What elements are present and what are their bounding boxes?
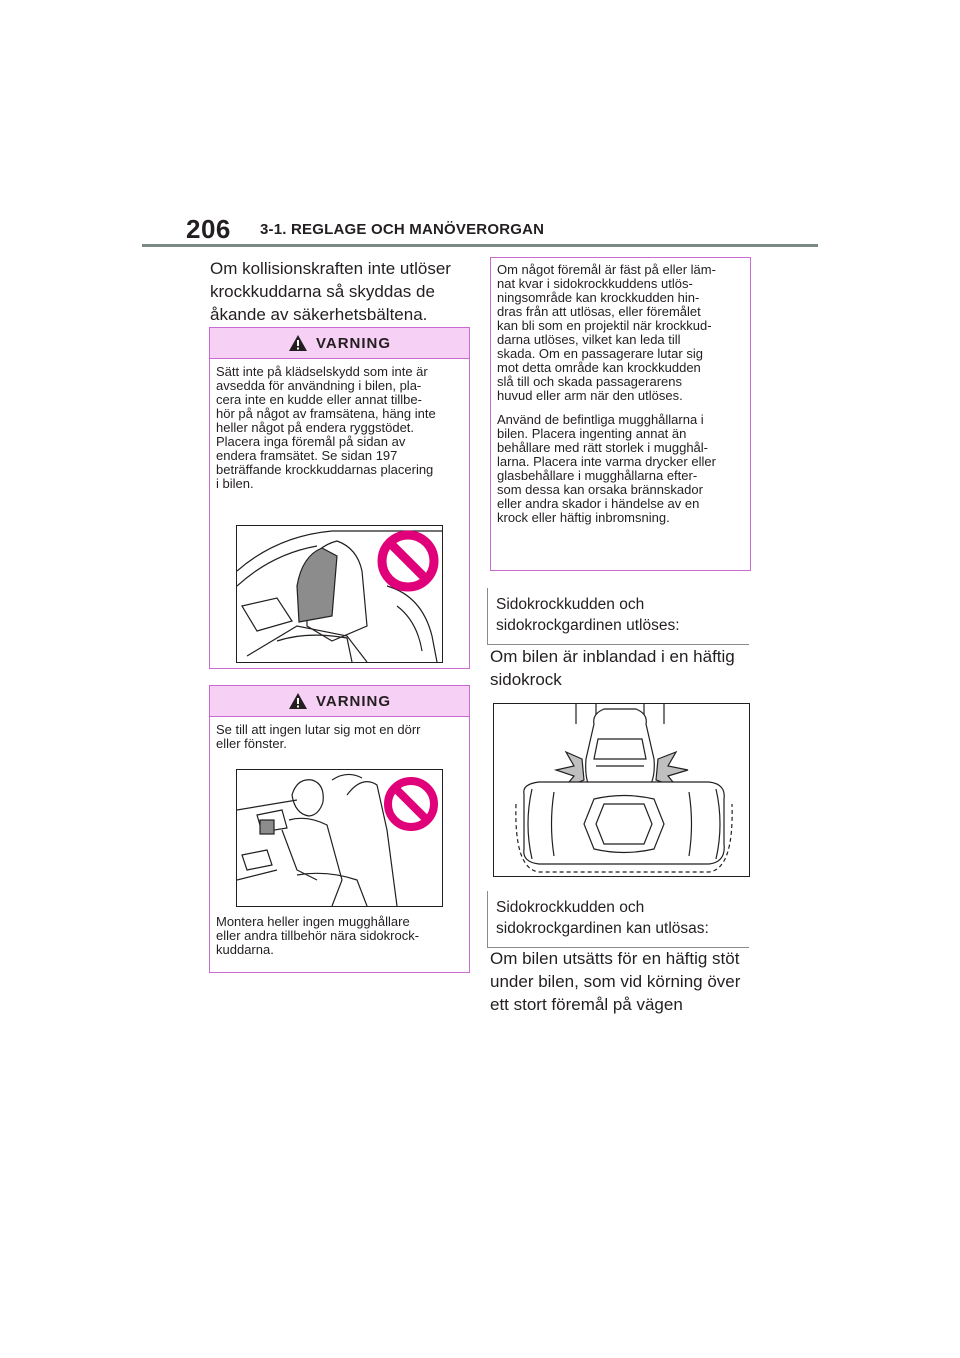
side-collision-illustration (493, 703, 750, 877)
section-heading-deploys (487, 588, 749, 645)
section-heading-may-deploy (487, 891, 749, 948)
text-line: Montera heller ingen mugghållare (216, 914, 410, 929)
warning-box-1 (209, 327, 470, 669)
caution-paragraph-2 (491, 403, 750, 525)
warning-text (210, 717, 469, 751)
text-line: mot detta område kan krockkudden (497, 360, 701, 375)
text-line: under bilen, som vid körning över (490, 972, 741, 991)
caution-paragraph-1 (491, 258, 750, 403)
text-line: Om bilen är inblandad i en häftig (490, 647, 735, 666)
text-line: Sätt inte på klädselskydd som inte är (216, 364, 428, 379)
text-line: skada. Om en passagerare lutar sig (497, 346, 703, 361)
text-line: som dessa kan orsaka brännskador (497, 482, 703, 497)
text-line: krock eller häftig inbromsning. (497, 510, 670, 525)
text-line: Sidokrockkudden och (496, 899, 645, 916)
text-line: sidokrock (490, 670, 562, 689)
text-line: i bilen. (216, 476, 254, 491)
warning-triangle-icon (288, 692, 308, 710)
warning-header (210, 686, 469, 717)
caution-box (490, 257, 751, 571)
text-line: ningsområde kan krockkudden hin- (497, 290, 700, 305)
text-line: Använd de befintliga mugghållarna i (497, 412, 704, 427)
page-number: 206 (186, 214, 231, 244)
warning-title: VARNING (315, 334, 392, 352)
text-line: eller andra skador i händelse av en (497, 496, 700, 511)
warning-triangle-icon (288, 334, 308, 352)
warning-title: VARNING (315, 692, 392, 710)
warning-text (210, 359, 469, 491)
warning-header (210, 328, 469, 359)
text-line: Om bilen utsätts för en häftig stöt (490, 949, 740, 968)
prohibition-icon (376, 529, 440, 593)
text-line: eller andra tillbehör nära sidokrock- (216, 928, 420, 943)
text-line: beträffande krockkuddarnas placering (216, 462, 434, 477)
text-line: endera framsätet. Se sidan 197 (216, 448, 398, 463)
warning-followup-text (210, 909, 425, 957)
header-rule (142, 244, 818, 247)
text-line: eller fönster. (216, 736, 287, 751)
text-line: kan bli som en projektil när krockkud- (497, 318, 712, 333)
chapter-title: 3-1. REGLAGE OCH MANÖVERORGAN (260, 221, 545, 238)
text-line: Sidokrockkudden och (496, 596, 645, 613)
seat-cover-illustration (236, 525, 443, 663)
text-line: sidokrockgardinen utlöses: (496, 617, 680, 634)
text-line: glasbehållare i mugghållarna efter- (497, 468, 698, 483)
text-line: Om något föremål är fäst på eller läm- (497, 262, 716, 277)
text-line: larna. Placera inte varma drycker eller (497, 454, 716, 469)
side-collision-text (490, 645, 735, 691)
text-line: behållare med rätt storlek i mugghål- (497, 440, 708, 455)
intro-paragraph (210, 257, 451, 326)
text-line: ett stort föremål på vägen (490, 995, 683, 1014)
text-line: kuddarna. (216, 942, 274, 957)
underbody-impact-text (490, 947, 740, 1016)
text-line: åkande av säkerhetsbältena. (210, 305, 428, 324)
text-line: Se till att ingen lutar sig mot en dörr (216, 722, 421, 737)
text-line: bilen. Placera ingenting annat än (497, 426, 687, 441)
text-line: sidokrockgardinen kan utlösas: (496, 920, 709, 937)
text-line: heller något på endera ryggstödet. (216, 420, 415, 435)
text-line: krockkuddarna så skyddas de (210, 282, 435, 301)
text-line: hör på något av framsätena, häng inte (216, 406, 436, 421)
text-line: Placera inga föremål på sidan av (216, 434, 406, 449)
text-line: Om kollisionskraften inte utlöser (210, 259, 451, 278)
text-line: cera inte en kudde eller annat tillbe- (216, 392, 422, 407)
prohibition-icon (383, 776, 439, 832)
warning-box-2 (209, 685, 470, 973)
text-line: huvud eller arm när den utlöses. (497, 388, 683, 403)
text-line: darna utlöses, vilket kan leda till (497, 332, 681, 347)
text-line: nat kvar i sidokrockkuddens utlös- (497, 276, 693, 291)
text-line: dras från att utlösas, eller föremålet (497, 304, 701, 319)
text-line: avsedda för användning i bilen, pla- (216, 378, 422, 393)
leaning-occupant-illustration (236, 769, 443, 907)
text-line: slå till och skada passagerarens (497, 374, 682, 389)
